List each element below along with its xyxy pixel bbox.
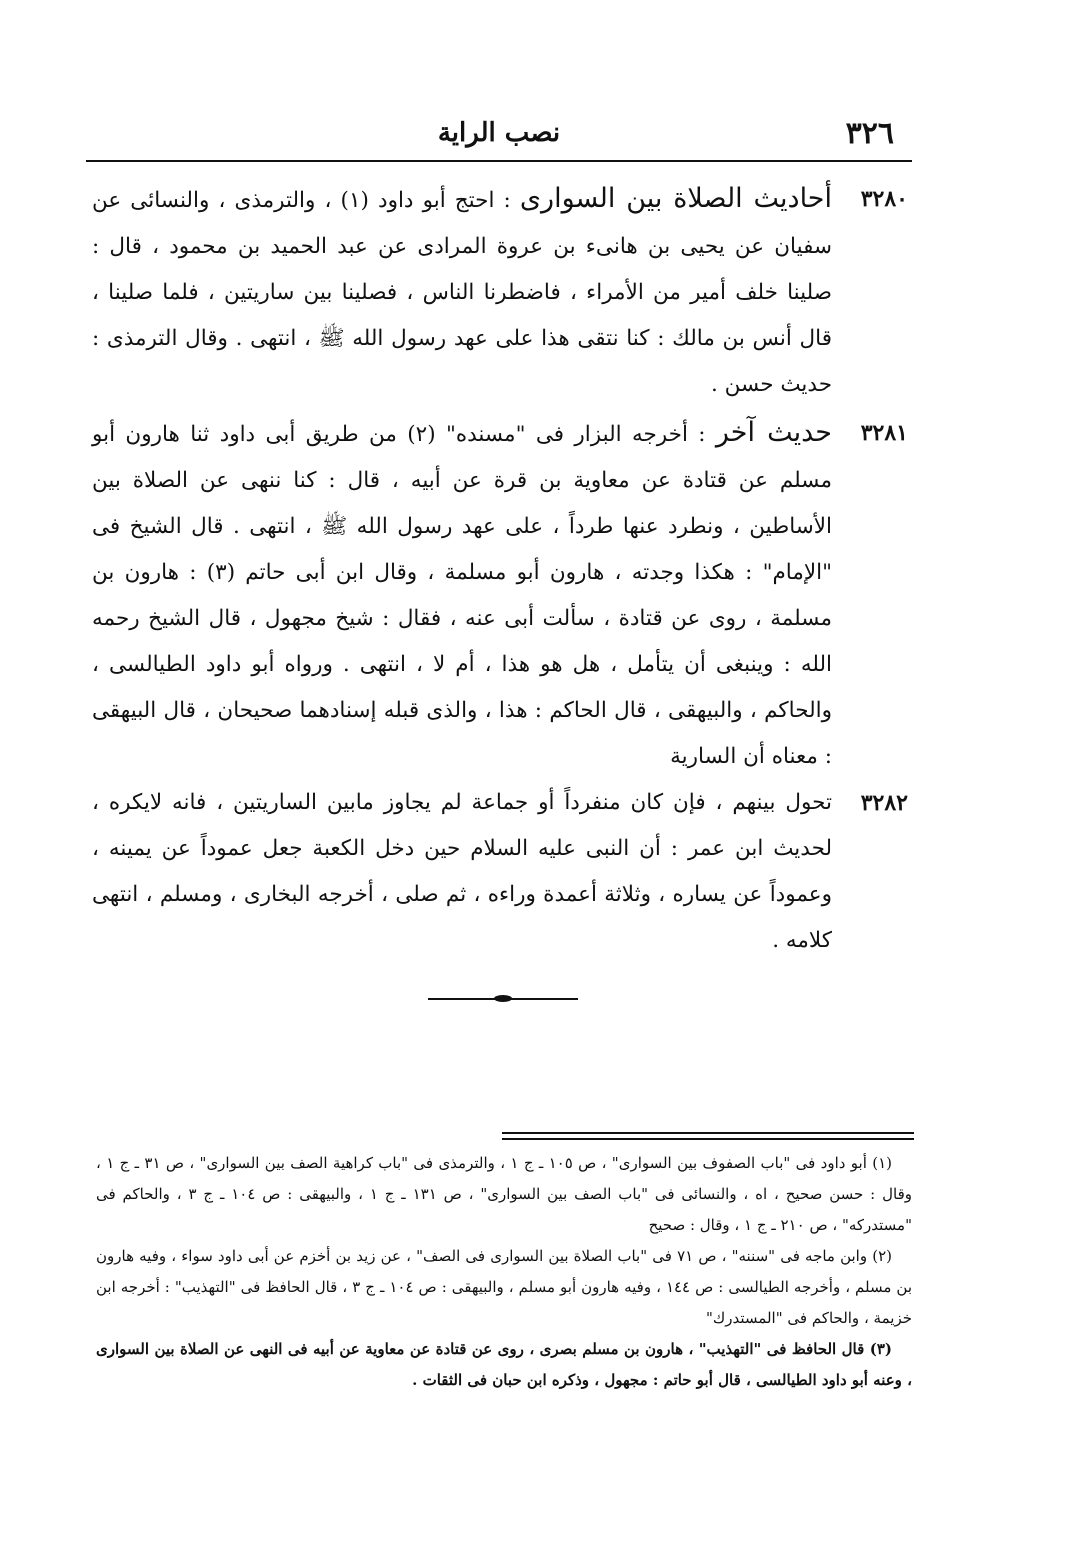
entry-3281 xyxy=(92,410,908,780)
header-rule xyxy=(86,160,912,162)
entry-text: تحول بينهم ، فإن كان منفرداً أو جماعة لم يجاوز مابين الساريتين ، فانه لايكره ، لحديث ابن عمر : أن النبى عليه السلام حين دخل الكعبة جعل عموداً عن يمينه ، وعموداً عن يساره ، وثلاثة أعمدة وراءه ، ثم صلى ، أخرجه البخارى ، ومسلم ، انتهى كلامه . xyxy=(92,790,832,953)
footnote-3: (٣) قال الحافظ فى "التهذيب" ، هارون بن مسلم بصرى ، روى عن قتادة عن معاوية عن أبيه فى النهى عن الصلاة بين السوارى ، وعنه أبو داود الطيالسى ، قال أبو حاتم : مجهول ، وذكره ابن حبان فى الثقات . xyxy=(96,1340,912,1389)
footnote-2: (٢) وابن ماجه فى "سننه" ، ص ٧١ فى "باب الصلاة بين السوارى فى الصف" ، عن زيد بن أخزم عن أبى داود سواء ، وفيه هارون بن مسلم ، وأخرجه الطيالسى : ص ١٤٤ ، وفيه هارون أبو مسلم ، والبيهقى : ص ١٠٤ ـ ج ٣ ، قال الحافظ فى "التهذيب" : أخرجه ابن خزيمة ، والحاكم فى "المستدرك" xyxy=(96,1247,913,1327)
entry-number: ٣٢٨١ xyxy=(860,420,908,446)
page-number: ٣٢٦ xyxy=(845,116,894,151)
entry-number: ٣٢٨٠ xyxy=(860,186,908,212)
footnotes xyxy=(96,1148,912,1396)
footnote-rule xyxy=(502,1138,914,1140)
footnote-1: (١) أبو داود فى "باب الصفوف بين السوارى" ، ص ١٠٥ ـ ج ١ ، والترمذى فى "باب كراهية الصف بين السوارى" ، ص ٣١ ـ ج ١ ، وقال : حسن صحيح ، اه ، والنسائى فى "باب الصف بين السوارى" ، ص ١٣١ ـ ج ١ ، والبيهقى : ص ١٠٤ ـ ج ٣ ، والحاكم فى "مستدركه" ، ص ٢١٠ ـ ج ١ ، وقال : صحيح xyxy=(96,1154,912,1234)
ornament-dot xyxy=(494,995,512,1002)
entry-3282 xyxy=(92,780,908,964)
entry-heading: أحاديث الصلاة بين السوارى xyxy=(519,183,832,214)
entry-heading: حديث آخر xyxy=(715,417,832,448)
ornament-divider xyxy=(428,994,578,1004)
page-header xyxy=(86,110,912,158)
footnote-rule xyxy=(502,1132,914,1134)
entry-3280 xyxy=(92,176,908,408)
entry-text: : احتج أبو داود (١) ، والترمذى ، والنسائى عن سفيان عن يحيى بن هانىء بن عروة المرادى عن عبد الحميد بن محمود ، قال : صلينا خلف أمير من الأمراء ، فاضطرنا الناس ، فصلينا بين ساريتين ، فلما صلينا ، قال أنس بن مالك : كنا نتقى هذا على عهد رسول الله ﷺ ، انتهى . وقال الترمذى : حديث حسن . xyxy=(92,188,832,397)
entry-number: ٣٢٨٢ xyxy=(860,790,908,816)
running-title: نصب الراية xyxy=(437,118,561,148)
main-text xyxy=(92,176,908,964)
entry-text: : أخرجه البزار فى "مسنده" (٢) من طريق أبى داود ثنا هارون أبو مسلم عن قتادة عن معاوية بن قرة عن أبيه ، قال : كنا ننهى عن الصلاة بين الأساطين ، ونطرد عنها طرداً ، على عهد رسول الله ﷺ ، انتهى . قال الشيخ فى "الإمام" : هكذا وجدته ، هارون أبو مسلمة ، وقال ابن أبى حاتم (٣) : هارون بن مسلمة ، روى عن قتادة ، سألت أبى عنه ، فقال : شيخ مجهول ، قال الشيخ رحمه الله : وينبغى أن يتأمل ، هل هو هذا ، أم لا ، انتهى . ورواه أبو داود الطيالسى ، والحاكم ، والبيهقى ، قال الحاكم : هذا ، والذى قبله إسنادهما صحيحان ، قال البيهقى : معناه أن السارية xyxy=(92,422,832,769)
